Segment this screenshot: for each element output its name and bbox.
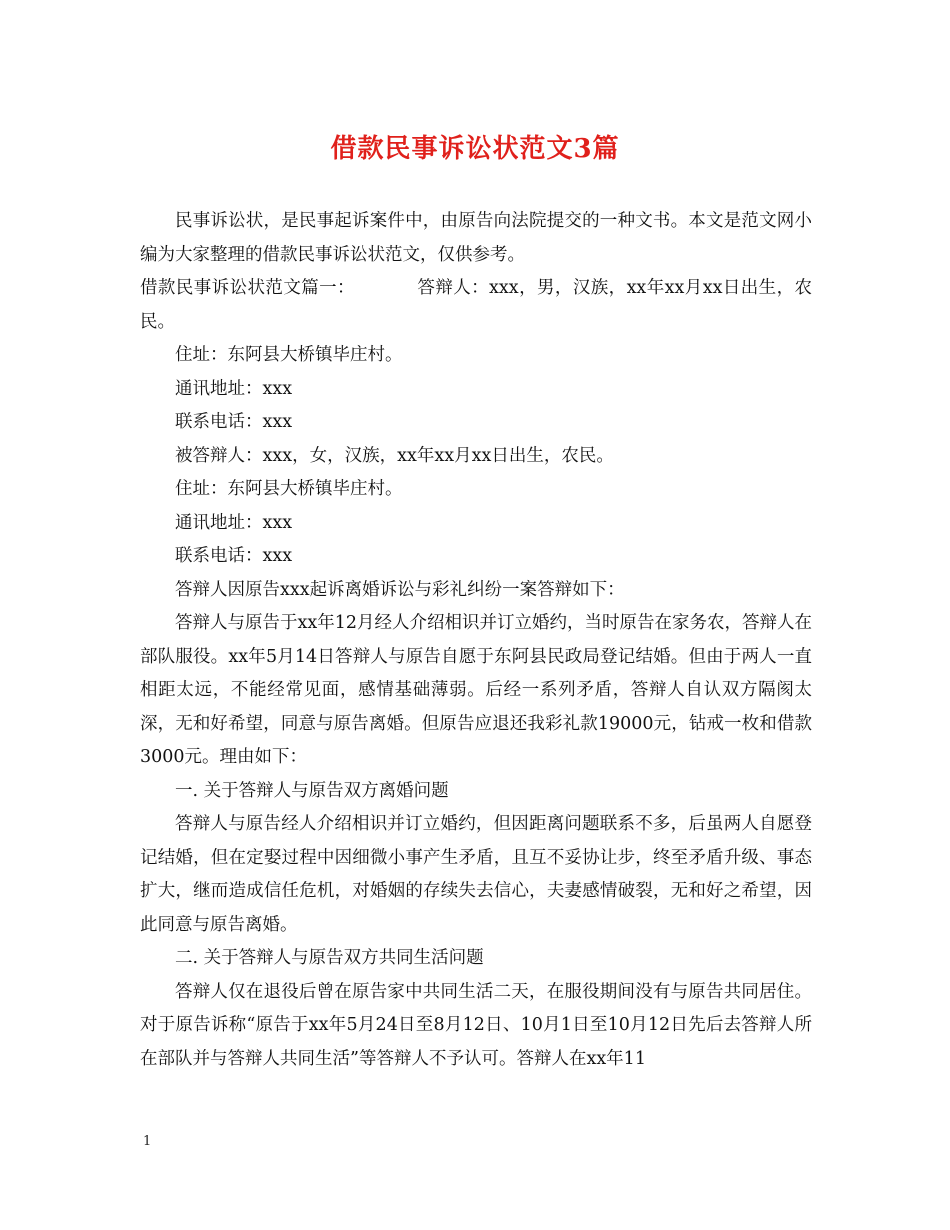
statement-paragraph: 答辩人因原告xxx起诉离婚诉讼与彩礼纠纷一案答辩如下： — [175, 579, 625, 600]
point-two-heading: 二. 关于答辩人与原告双方共同生活问题 — [175, 948, 484, 968]
point-one-heading: 一. 关于答辩人与原告双方离婚问题 — [175, 780, 449, 801]
section-one-heading: 借款民事诉讼状范文篇一： — [140, 278, 355, 298]
document-title: 借款民事诉讼状范文3篇 — [330, 134, 620, 164]
defendant-address: 住址：东阿县大桥镇毕庄村。 — [175, 479, 403, 499]
respondent-info: 答辩人：xxx，男，汉族，xx年xx月xx日出生，农民。 — [140, 278, 813, 332]
point-two-body: 答辩人仅在退役后曾在原告家中共同生活二天，在服役期间没有与原告共同居住。对于原告诉称“原告于xx年5月24日至8月12日、10月1日至10月12日先后去答辩人所在部队并与答辩人共同生活”等答辩人不予认可。答辩人在xx年11 — [140, 981, 812, 1069]
respondent-phone: 联系电话：xxx — [175, 412, 293, 432]
page-number: 1 — [143, 1134, 152, 1149]
point-one-body: 答辩人与原告经人介绍相识并订立婚约，但因距离问题联系不多，后虽两人自愿登记结婚，但在定娶过程中因细微小事产生矛盾，且互不妥协让步，终至矛盾升级、事态扩大，继而造成信任危机，对婚姻的存续失去信心，夫妻感情破裂，无和好之希望，因此同意与原告离婚。 — [140, 814, 812, 935]
respondent-mail-address: 通讯地址：xxx — [175, 378, 293, 399]
intro-paragraph: 民事诉讼状，是民事起诉案件中，由原告向法院提交的一种文书。本文是范文网小编为大家整理的借款民事诉讼状范文，仅供参考。 — [140, 211, 812, 265]
document-body — [140, 205, 812, 1076]
facts-paragraph: 答辩人与原告于xx年12月经人介绍相识并订立婚约，当时原告在家务农，答辩人在部队服役。xx年5月14日答辩人与原告自愿于东阿县民政局登记结婚。但由于两人一直相距太远，不能经常见面，感情基础薄弱。后经一系列矛盾，答辩人自认双方隔阂太深，无和好希望，同意与原告离婚。但原告应退还我彩礼款19000元，钻戒一枚和借款3000元。理由如下： — [140, 613, 813, 767]
respondent-address: 住址：东阿县大桥镇毕庄村。 — [175, 345, 403, 365]
defendant-phone: 联系电话：xxx — [175, 546, 293, 566]
defendant-info: 被答辩人：xxx，女，汉族，xx年xx月xx日出生，农民。 — [175, 445, 614, 466]
section-one-line — [140, 272, 812, 339]
defendant-mail-address: 通讯地址：xxx — [175, 512, 293, 533]
